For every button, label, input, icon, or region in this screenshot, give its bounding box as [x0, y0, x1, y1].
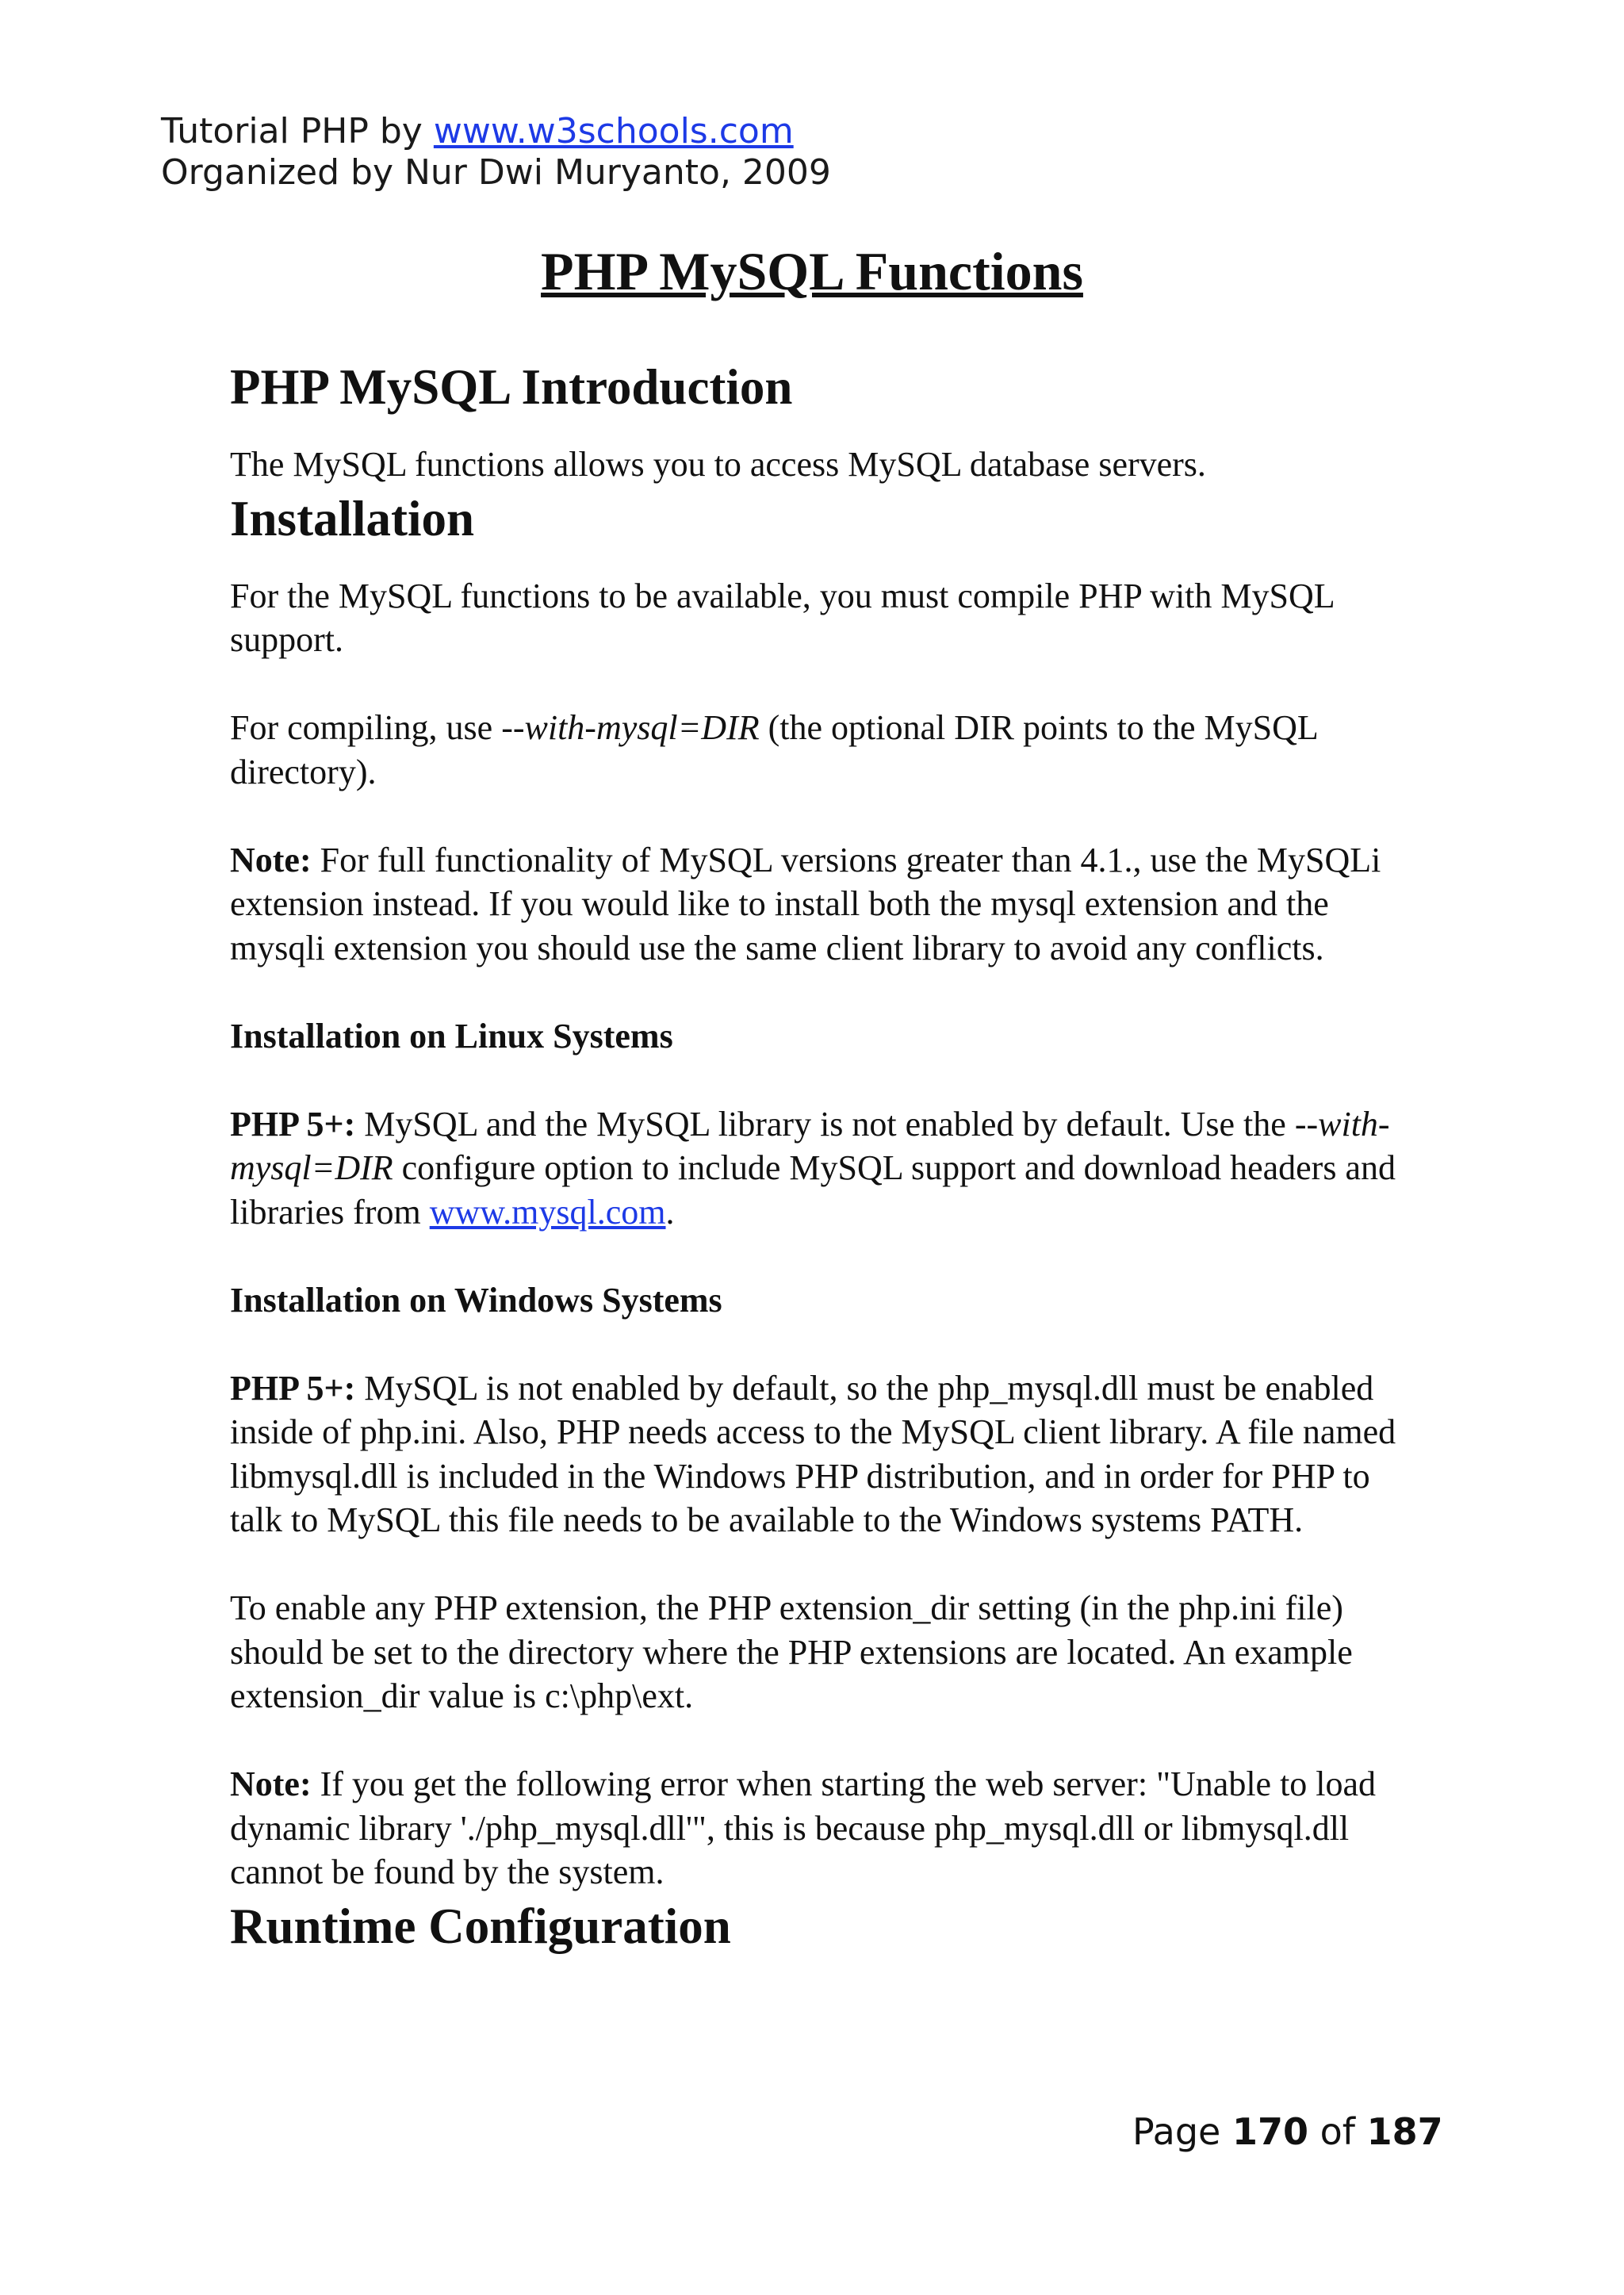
page-current: 170 [1231, 2110, 1309, 2153]
document-header [161, 111, 831, 193]
linux-option: --with-mysql=DIR [230, 1104, 1390, 1187]
linux-text-2: configure option to include MySQL support and download headers and libraries from [230, 1148, 1396, 1232]
note-label-2: Note: [230, 1764, 312, 1803]
header-line-1 [161, 111, 831, 152]
windows-paragraph [230, 1366, 1419, 1542]
note-text-1: For full functionality of MySQL versions greater than 4.1., use the MySQLi extension instead. If you would like to install both the mysql extension and the mysqli extension you should use the same client library to avoid any conflicts. [230, 840, 1381, 967]
page-of-label: of [1308, 2110, 1367, 2153]
linux-subheading: Installation on Linux Systems [230, 1016, 673, 1056]
document-body [230, 355, 1419, 1958]
w3schools-link[interactable]: www.w3schools.com [433, 111, 794, 151]
note-label-1: Note: [230, 840, 312, 879]
installation-paragraph-2 [230, 706, 1419, 794]
runtime-configuration-heading: Runtime Configuration [230, 1898, 731, 1954]
intro-heading: PHP MySQL Introduction [230, 359, 793, 415]
windows-subheading: Installation on Windows Systems [230, 1280, 722, 1320]
note-paragraph-2 [230, 1762, 1419, 1895]
installation-heading: Installation [230, 490, 475, 546]
linux-text-1: MySQL and the MySQL library is not enabled by default. Use the [355, 1104, 1295, 1144]
page-label: Page [1132, 2110, 1232, 2153]
compile-prefix: For compiling, use [230, 708, 502, 747]
page-footer [1132, 2109, 1443, 2154]
extension-paragraph: To enable any PHP extension, the PHP extension_dir setting (in the php.ini file) should be set to the directory where the PHP extensions are located. An example extension_dir value is c:\php\ext. [230, 1588, 1353, 1715]
mysql-link[interactable]: www.mysql.com [429, 1192, 666, 1232]
installation-paragraph-1: For the MySQL functions to be available, you must compile PHP with MySQL support. [230, 576, 1335, 659]
note-text-2: If you get the following error when starting the web server: "Unable to load dynamic library './php_mysql.dll'", this is because php_mysql.dll or libmysql.dll cannot be found by the system. [230, 1764, 1377, 1891]
compile-option: --with-mysql=DIR [501, 708, 760, 747]
linux-text-3: . [665, 1192, 675, 1232]
windows-label: PHP 5+: [230, 1368, 356, 1408]
note-paragraph-1 [230, 838, 1419, 971]
windows-text: MySQL is not enabled by default, so the php_mysql.dll must be enabled inside of php.ini. Also, PHP needs access to the MySQL client library. A file named libmysql.dll is included in the Windows PHP distribution, and in order for PHP to talk to MySQL this file needs to be available to the Windows systems PATH. [230, 1368, 1396, 1539]
page-total: 187 [1366, 2110, 1443, 2153]
linux-label: PHP 5+: [230, 1104, 356, 1144]
compile-suffix: (the optional DIR points to the MySQL directory). [230, 708, 1318, 791]
intro-paragraph: The MySQL functions allows you to access MySQL database servers. [230, 445, 1206, 484]
page-title: PHP MySQL Functions [541, 241, 1083, 301]
linux-paragraph [230, 1102, 1419, 1235]
header-tutorial-text: Tutorial PHP by [161, 111, 434, 151]
header-line-2: Organized by Nur Dwi Muryanto, 2009 [161, 152, 831, 193]
